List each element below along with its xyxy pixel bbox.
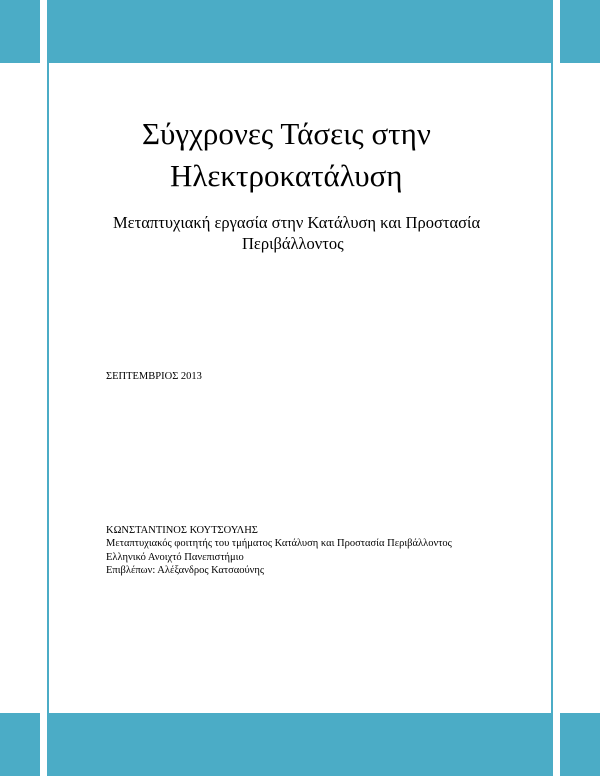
bottom-band	[47, 713, 553, 776]
top-right-band	[560, 0, 600, 63]
author-name: ΚΩΝΣΤΑΝΤΙΝΟΣ ΚΟΥΤΣΟΥΛΗΣ	[106, 525, 258, 536]
document-title-line-2: Ηλεκτροκατάλυση	[170, 158, 403, 193]
author-supervisor: Επιβλέπων: Αλέξανδρος Κατσαούνης	[106, 564, 265, 576]
publication-date: ΣΕΠΤΕΜΒΡΙΟΣ 2013	[106, 371, 202, 382]
left-border-rule	[47, 63, 49, 713]
bottom-left-band	[0, 713, 40, 776]
top-band	[47, 0, 553, 63]
author-institution: Ελληνικό Ανοιχτό Πανεπιστήμιο	[106, 551, 244, 563]
document-title-line-1: Σύγχρονες Τάσεις στην	[142, 116, 431, 151]
author-block	[106, 524, 452, 577]
document-subtitle-line-1: Μεταπτυχιακή εργασία στην Κατάλυση και Προστασία	[113, 213, 481, 232]
right-border-rule	[551, 63, 553, 713]
bottom-right-band	[560, 713, 600, 776]
top-left-band	[0, 0, 40, 63]
document-subtitle-line-2: Περιβάλλοντος	[242, 234, 344, 253]
author-role: Μεταπτυχιακός φοιτητής του τμήματος Κατάλυση και Προστασία Περιβάλλοντος	[106, 538, 452, 550]
